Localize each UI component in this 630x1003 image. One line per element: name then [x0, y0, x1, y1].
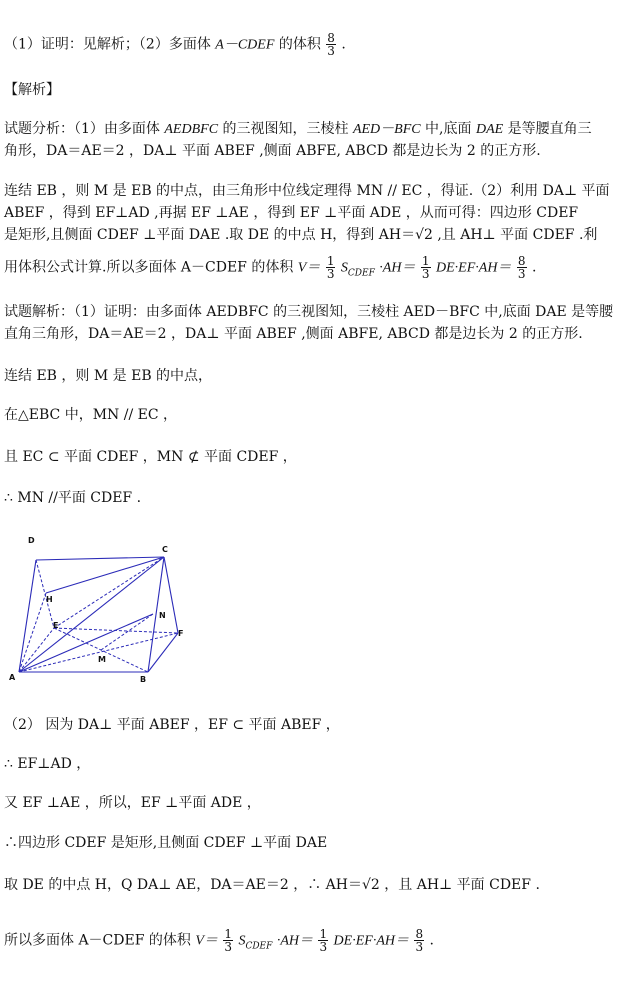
label-E: E	[53, 621, 59, 630]
answer-solid: A－CDEF	[215, 37, 275, 53]
geometry-figure	[6, 530, 196, 685]
edge-AC	[19, 557, 164, 672]
edge-DE	[36, 560, 54, 628]
analysis-line-3: 连结 EB ，则 M 是 EB 的中点，由三角形中位线定理得 MN // EC ，得证.（2）利用 DA⊥ 平面	[4, 183, 610, 199]
part2-line-4: ∴四边形 CDEF 是矩形,且侧面 CDEF ⊥平面 DAE	[4, 835, 328, 851]
part2-line-3: 又 EF ⊥AE ，所以，EF ⊥平面 ADE ，	[4, 795, 261, 811]
part2-line-1: （2） 因为 DA⊥ 平面 ABEF ，EF ⊂ 平面 ABEF ，	[4, 717, 340, 733]
analysis-line-1: 试题分析：（1）由多面体 AEDBFC 的三视图知，三棱柱 AED－BFC 中,底面 DAE 是等腰直角三	[4, 121, 592, 137]
label-D: D	[28, 536, 35, 545]
solution-line-6: ∴ MN //平面 CDEF .	[4, 490, 142, 506]
solution-line-1: 试题解析：（1）证明：由多面体 AEDBFC 的三视图知，三棱柱 AED－BFC 中,底面 DAE 是等腰	[4, 304, 614, 320]
answer-part1: （1）证明：见解析；（2）多面体	[4, 36, 211, 53]
solution-line-2: 直角三角形，DA＝AE＝2 ，DA⊥ 平面 ABEF ,侧面 ABFE, ABCD 都是边长为 2 的正方形.	[4, 326, 583, 342]
edge-CF	[164, 557, 178, 633]
analysis-line-4: ABEF ，得到 EF⊥AD ,再据 EF ⊥AE ，得到 EF ⊥平面 ADE ，从而可得：四边形 CDEF	[4, 205, 579, 221]
analysis-line-5: 是矩形,且侧面 CDEF ⊥平面 DAE .取 DE 的中点 H，得到 AH＝√2 ,且 AH⊥ 平面 CDEF .利	[4, 227, 598, 243]
edge-AD	[19, 560, 36, 672]
solution-line-3: 连结 EB ，则 M 是 EB 的中点，	[4, 368, 213, 384]
edge-HC	[46, 557, 164, 593]
solution-line-4: 在△EBC 中，MN // EC ，	[4, 407, 177, 423]
label-A: A	[9, 673, 16, 682]
label-B: B	[140, 675, 147, 684]
solution-line-5: 且 EC ⊂ 平面 CDEF ，MN ⊄ 平面 CDEF ，	[4, 449, 297, 465]
label-F: F	[178, 629, 184, 638]
label-H: H	[46, 595, 53, 604]
analysis-line-2: 角形，DA＝AE＝2 ，DA⊥ 平面 ABEF ,侧面 ABFE, ABCD 都是边长为 2 的正方形.	[4, 143, 541, 159]
edge-EF	[54, 628, 178, 633]
label-C: C	[162, 545, 168, 554]
answer-line: （1）证明：见解析；（2）多面体 A－CDEF 的体积 $\frac{8}{3}$ .	[4, 31, 346, 58]
part2-line-6: 所以多面体 A－CDEF 的体积 V＝ $\frac{1}{3}$ $S_{CDEF} \cdot AH=$ $\frac{1}{3}$ DE·EF·AH＝ $\frac{8}{3}$ .	[4, 927, 434, 954]
section-heading: 【解析】	[4, 82, 60, 98]
part2-line-2: ∴ EF⊥AD ，	[4, 756, 91, 772]
answer-volume-label: 的体积	[278, 36, 321, 53]
part2-line-5: 取 DE 的中点 H，Q DA⊥ AE，DA＝AE＝2 ，∴ AH＝√2 ，且 AH⊥ 平面 CDEF .	[4, 877, 540, 893]
label-M: M	[98, 655, 106, 664]
answer-fraction: $\frac{8}{3}$	[327, 31, 335, 58]
edge-AH	[19, 593, 46, 672]
analysis-line-6: 用体积公式计算.所以多面体 A－CDEF 的体积 V＝ $\frac{1}{3}$ $S_{CDEF} \cdot AH=$ $\frac{1}{3}$ DE·EF·AH＝ $\frac{8}{3}$ .	[4, 254, 537, 281]
edge-DC	[36, 557, 164, 560]
label-N: N	[159, 611, 166, 620]
